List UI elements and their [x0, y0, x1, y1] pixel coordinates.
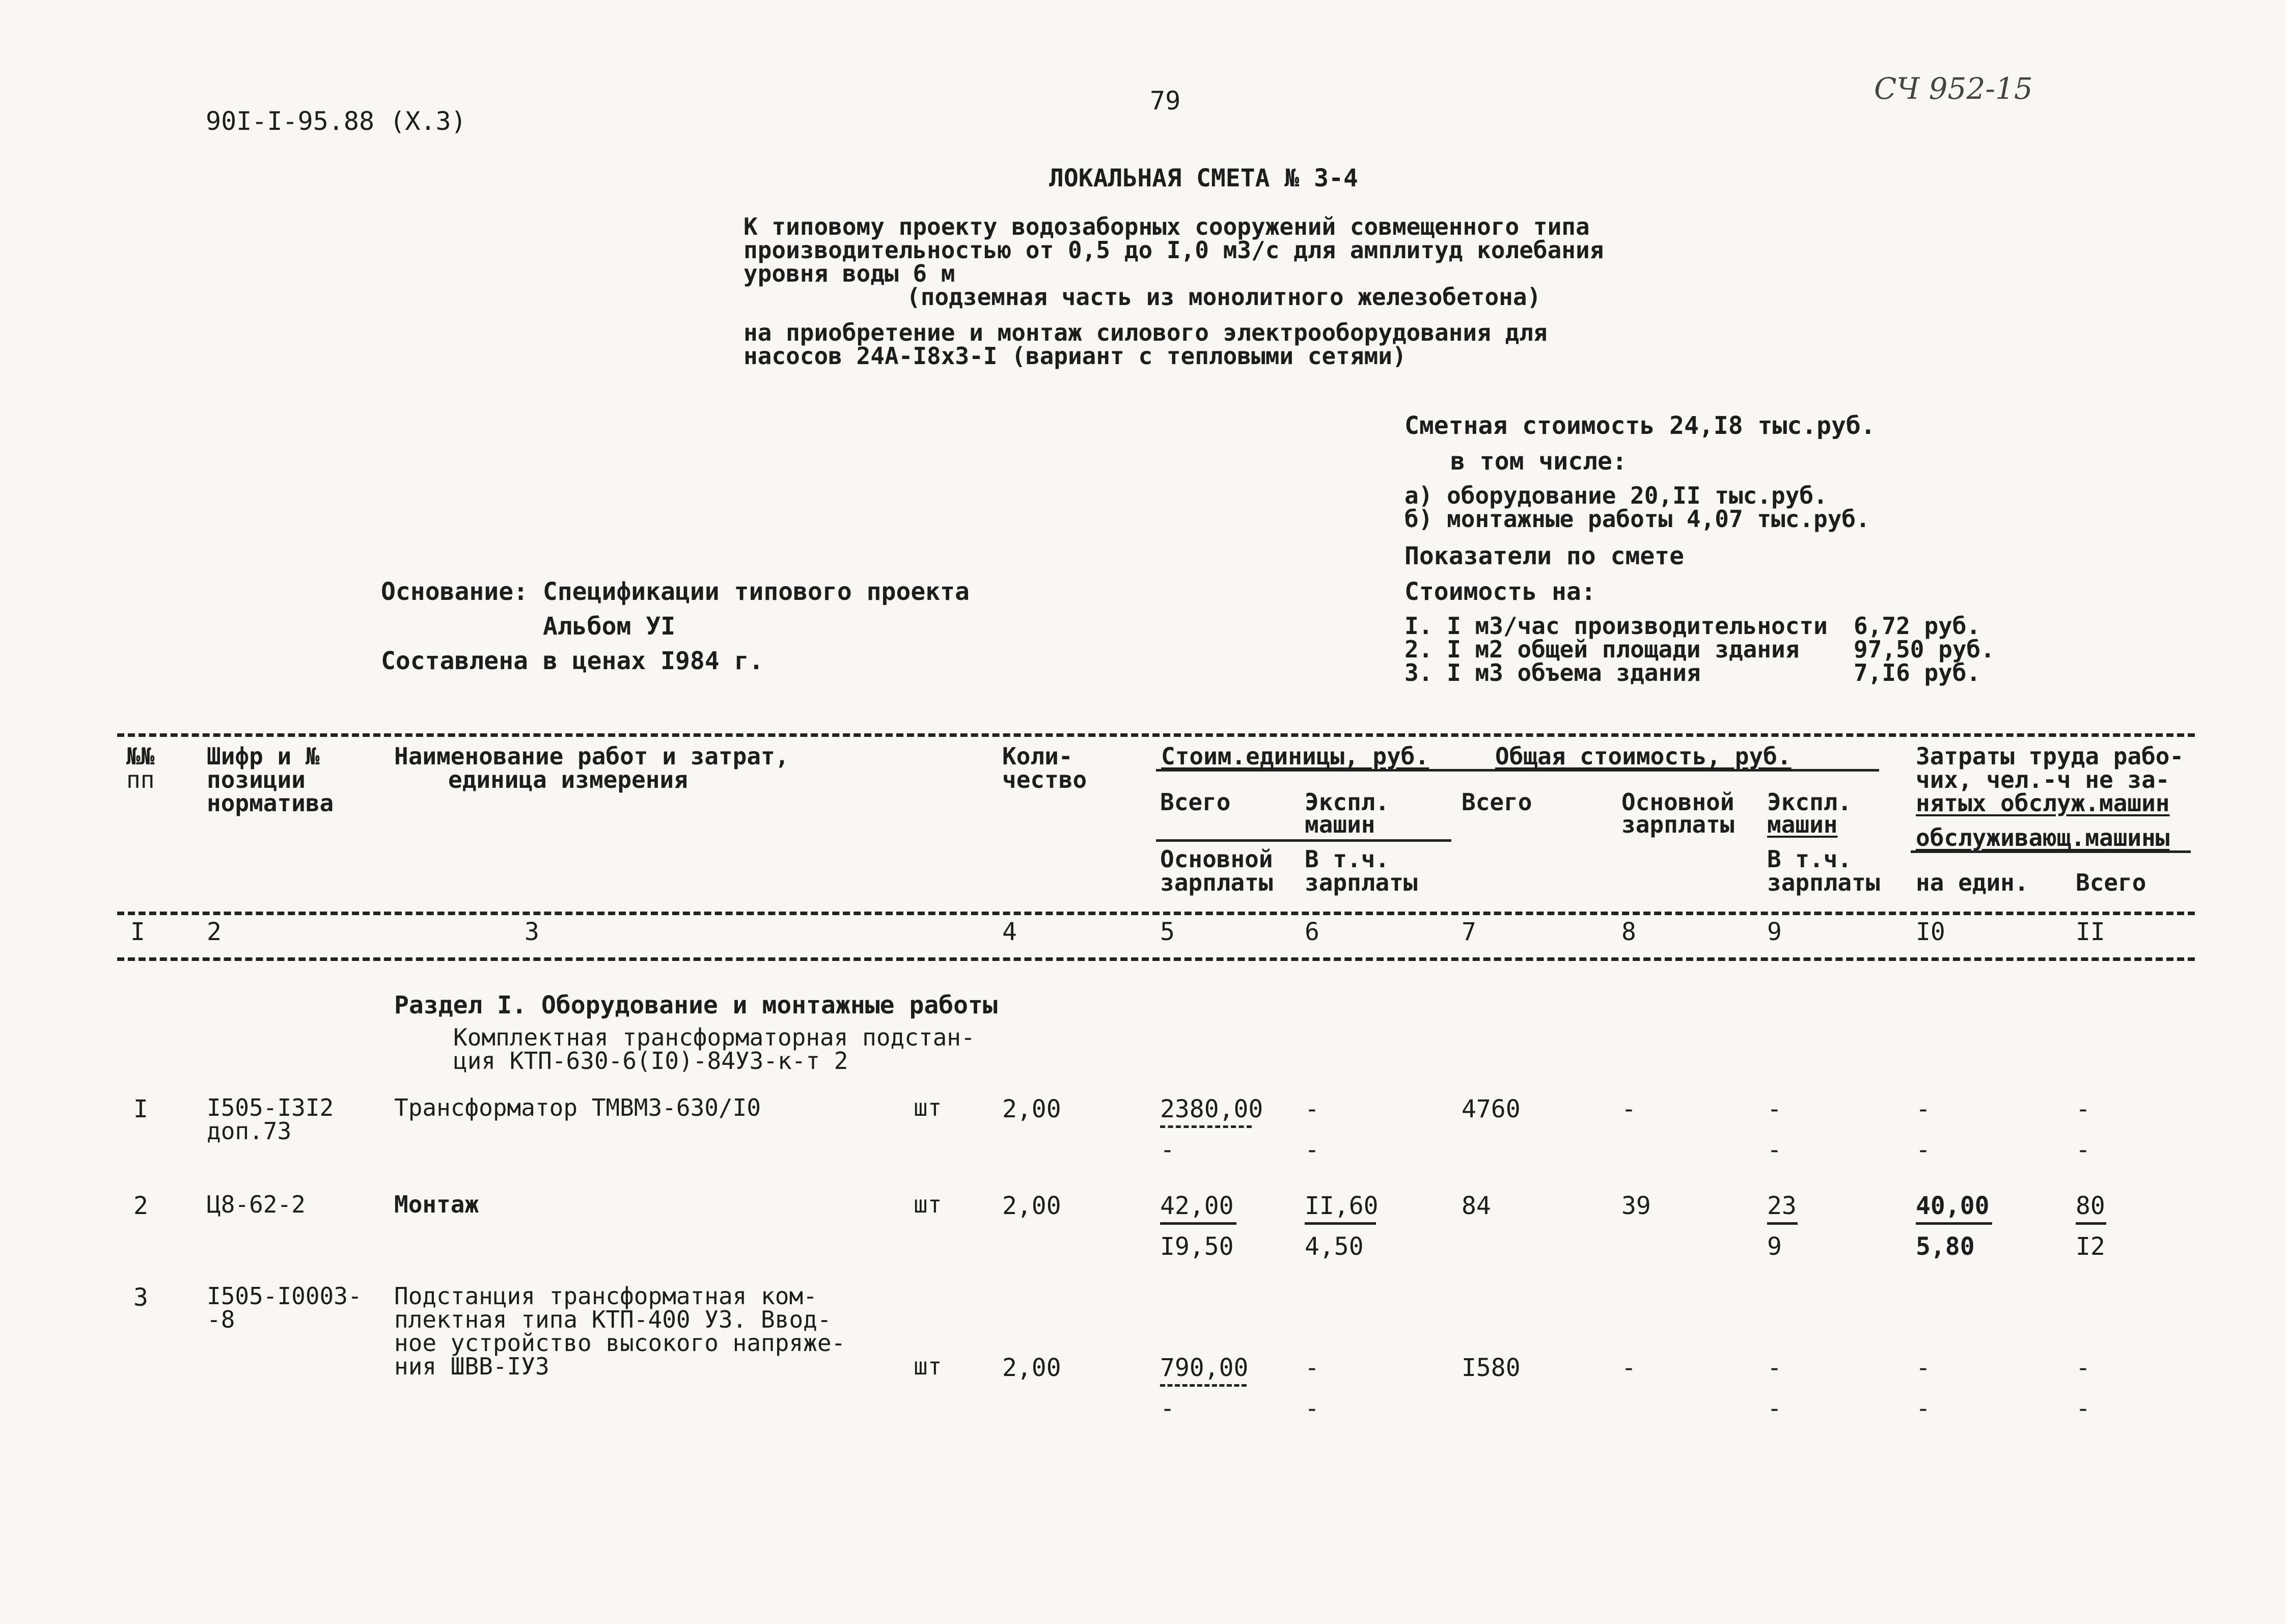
- row-qty: 2,00: [1002, 1192, 1061, 1220]
- row-c6b: -: [1305, 1394, 1319, 1423]
- row-c5: 42,00: [1160, 1192, 1234, 1220]
- row-c8: -: [1621, 1095, 1636, 1123]
- unit-cost-subrule: [1156, 839, 1451, 842]
- subtitle-line-4: (подземная часть из монолитного железобетона): [906, 283, 1541, 311]
- row-c7: 4760: [1462, 1095, 1521, 1123]
- row-c5b: -: [1160, 1394, 1175, 1423]
- page-number: 79: [1150, 86, 1181, 116]
- col-number-1: I: [130, 918, 145, 946]
- th-labor-2: чих, чел.-ч не за-: [1916, 766, 2170, 793]
- th-total-cost: Общая стоимость, руб.: [1495, 742, 1792, 770]
- col-number-6: 6: [1305, 918, 1319, 946]
- document-code: 90I-I-95.88 (X.3): [206, 106, 466, 136]
- row-c11: 80: [2076, 1192, 2105, 1220]
- th-unit-total: Всего: [1160, 788, 1231, 816]
- basis-line-2: Альбом УI: [543, 612, 676, 641]
- row-c7: I580: [1462, 1354, 1521, 1382]
- basis-line-1: Основание: Спецификации типового проекта: [381, 577, 970, 606]
- subtitle-line-3: уровня воды 6 м: [743, 260, 955, 287]
- th-name-2: единица измерения: [448, 766, 688, 793]
- row-name-1: Подстанция трансформатная ком-: [394, 1282, 817, 1310]
- estimated-cost: Сметная стоимость 24,I8 тыс.руб.: [1404, 411, 1876, 440]
- th-num-2: пп: [126, 766, 155, 793]
- th-labor-per-unit: на един.: [1916, 869, 2029, 896]
- row-code-1: I505-I3I2: [207, 1094, 334, 1121]
- row-c6: -: [1305, 1354, 1319, 1382]
- indicator-3-value: 7,I6 руб.: [1854, 659, 1981, 686]
- row-code-2: -8: [207, 1306, 235, 1333]
- row-c10: 40,00: [1916, 1192, 1990, 1220]
- row-c5: 790,00: [1160, 1354, 1249, 1382]
- th-code-2: позиции: [207, 766, 306, 793]
- row-c6b: 4,50: [1305, 1232, 1364, 1261]
- th-labor-3: нятых обслуж.машин: [1916, 789, 2170, 817]
- col-number-5: 5: [1160, 918, 1175, 946]
- th-code-3: норматива: [207, 789, 334, 817]
- th-labor-total: Всего: [2076, 869, 2146, 896]
- th-unit-expl-1: Экспл.: [1305, 788, 1390, 816]
- row-c10: -: [1916, 1095, 1931, 1123]
- row-c5: 2380,00: [1160, 1095, 1263, 1123]
- row-name-1: Трансформатор ТМВМЗ-630/I0: [394, 1094, 761, 1121]
- th-base-wage-2: зарплаты: [1621, 811, 1734, 838]
- row-c6: -: [1305, 1095, 1319, 1123]
- row-name-3: ное устройство высокого напряже-: [394, 1329, 846, 1357]
- th-name-1: Наименование работ и затрат,: [394, 742, 789, 770]
- unit-total-cost-rule: [1156, 769, 1879, 772]
- row-c6b: -: [1305, 1136, 1319, 1164]
- row-unit: шт: [914, 1191, 942, 1218]
- row-c11b: -: [2076, 1136, 2090, 1164]
- indicator-1-value: 6,72 руб.: [1854, 612, 1981, 640]
- th-base-wage-1: Основной: [1621, 788, 1734, 816]
- th-unit-base-wage-1: Основной: [1160, 845, 1273, 873]
- row-c9-rule: [1767, 1222, 1798, 1225]
- indicator-1-label: I. I м3/час производительности: [1404, 612, 1828, 640]
- row-c10-rule: [1916, 1222, 1992, 1225]
- row-num: I: [133, 1095, 148, 1123]
- col-number-10: I0: [1916, 918, 1945, 946]
- row-c9: 23: [1767, 1192, 1797, 1220]
- subtitle-line-2: производительностью от 0,5 до I,0 м3/с для амплитуд колебания: [743, 236, 1604, 264]
- row-unit: шт: [914, 1094, 942, 1121]
- row-c5-rule: [1160, 1222, 1236, 1225]
- table-numbers-rule: [117, 957, 2195, 961]
- col-number-11: II: [2076, 918, 2105, 946]
- th-unit-expl-2: машин: [1305, 811, 1375, 838]
- row-c10b: -: [1916, 1394, 1931, 1423]
- row-c8: 39: [1621, 1192, 1651, 1220]
- row-c7: 84: [1462, 1192, 1491, 1220]
- indicator-2-value: 97,50 руб.: [1854, 636, 1995, 663]
- row-c8: -: [1621, 1354, 1636, 1382]
- th-unit-incl-wage-1: В т.ч.: [1305, 845, 1390, 873]
- th-qty-1: Коли-: [1002, 742, 1073, 770]
- row-code-2: доп.73: [207, 1117, 292, 1145]
- subtitle-line-5: на приобретение и монтаж силового электрооборудования для: [743, 319, 1548, 346]
- th-labor-1: Затраты труда рабо-: [1916, 742, 2184, 770]
- row-c9: -: [1767, 1095, 1782, 1123]
- th-unit-incl-wage-2: зарплаты: [1305, 869, 1418, 896]
- subtitle-line-6: насосов 24А-I8х3-I (вариант с тепловыми сетями): [743, 342, 1407, 370]
- row-c9b: -: [1767, 1394, 1782, 1423]
- row-c11b: -: [2076, 1394, 2090, 1423]
- row-c10b: -: [1916, 1136, 1931, 1164]
- col-number-7: 7: [1462, 918, 1476, 946]
- row-c11b: I2: [2076, 1232, 2105, 1261]
- row-c11: -: [2076, 1095, 2090, 1123]
- th-unit-base-wage-2: зарплаты: [1160, 869, 1273, 896]
- cost-installation: б) монтажные работы 4,07 тыс.руб.: [1404, 505, 1870, 533]
- row-c6: II,60: [1305, 1192, 1379, 1220]
- row-c5b: I9,50: [1160, 1232, 1234, 1261]
- th-total-incl-wage-1: В т.ч.: [1767, 845, 1852, 873]
- row-c10b: 5,80: [1916, 1232, 1975, 1261]
- th-num-1: №№: [126, 742, 155, 770]
- table-top-rule: [117, 733, 2195, 737]
- row-c9b: -: [1767, 1136, 1782, 1164]
- th-total-expl-1: Экспл.: [1767, 788, 1852, 816]
- basis-line-3: Составлена в ценах I984 г.: [381, 647, 764, 675]
- row-c5-rule: [1160, 1125, 1252, 1128]
- row-c10: -: [1916, 1354, 1931, 1382]
- th-total-expl-2: машин: [1767, 811, 1838, 838]
- row-qty: 2,00: [1002, 1095, 1061, 1123]
- row-name-1: Монтаж: [394, 1191, 479, 1218]
- col-number-4: 4: [1002, 918, 1017, 946]
- handwritten-stamp: СЧ 952-15: [1874, 71, 2033, 106]
- row-code-1: I505-I0003-: [207, 1282, 362, 1310]
- row-c5-rule: [1160, 1384, 1247, 1387]
- indicators-label: Показатели по смете: [1404, 542, 1685, 570]
- row-name-2: плектная типа КТП-400 УЗ. Ввод-: [394, 1306, 832, 1333]
- col-number-2: 2: [207, 918, 222, 946]
- th-code-1: Шифр и №: [207, 742, 320, 770]
- row-code-1: Ц8-62-2: [207, 1191, 306, 1218]
- row-c6-rule: [1305, 1222, 1376, 1225]
- labor-rule: [1911, 850, 2191, 853]
- cost-equipment: а) оборудование 20,II тыс.руб.: [1404, 482, 1828, 509]
- col-number-8: 8: [1621, 918, 1636, 946]
- subtitle-line-1: К типовому проекту водозаборных сооружений совмещенного типа: [743, 213, 1590, 240]
- col-number-9: 9: [1767, 918, 1782, 946]
- th-total-all: Всего: [1462, 788, 1532, 816]
- row-c5b: -: [1160, 1136, 1175, 1164]
- th-total-incl-wage-2: зарплаты: [1767, 869, 1880, 896]
- row-c11: -: [2076, 1354, 2090, 1382]
- th-unit-cost: Стоим.единицы, руб.: [1161, 742, 1429, 770]
- col-number-3: 3: [525, 918, 539, 946]
- row-c9b: 9: [1767, 1232, 1782, 1261]
- group-title-2: ция КТП-630-6(I0)-84УЗ-к-т 2: [453, 1047, 848, 1075]
- estimate-title: ЛОКАЛЬНАЯ СМЕТА № 3-4: [1049, 164, 1358, 192]
- row-c9: -: [1767, 1354, 1782, 1382]
- section-title: Раздел I. Оборудование и монтажные работы: [394, 991, 998, 1020]
- group-title-1: Комплектная трансформаторная подстан-: [453, 1024, 975, 1051]
- indicator-2-label: 2. I м2 общей площади здания: [1404, 636, 1800, 663]
- row-qty: 2,00: [1002, 1354, 1061, 1382]
- row-num: 3: [133, 1283, 148, 1312]
- indicator-3-label: 3. I м3 объема здания: [1404, 659, 1701, 686]
- table-header-rule: [117, 912, 2195, 915]
- th-labor-4: обслуживающ.машины: [1916, 824, 2170, 851]
- th-qty-2: чество: [1002, 766, 1087, 793]
- row-c11-rule: [2076, 1222, 2106, 1225]
- including-label: в том числе:: [1450, 447, 1627, 476]
- cost-on-label: Стоимость на:: [1404, 577, 1596, 606]
- row-num: 2: [133, 1192, 148, 1220]
- row-name-4: ния ШВВ-IУЗ: [394, 1353, 549, 1380]
- row-unit: шт: [914, 1353, 942, 1380]
